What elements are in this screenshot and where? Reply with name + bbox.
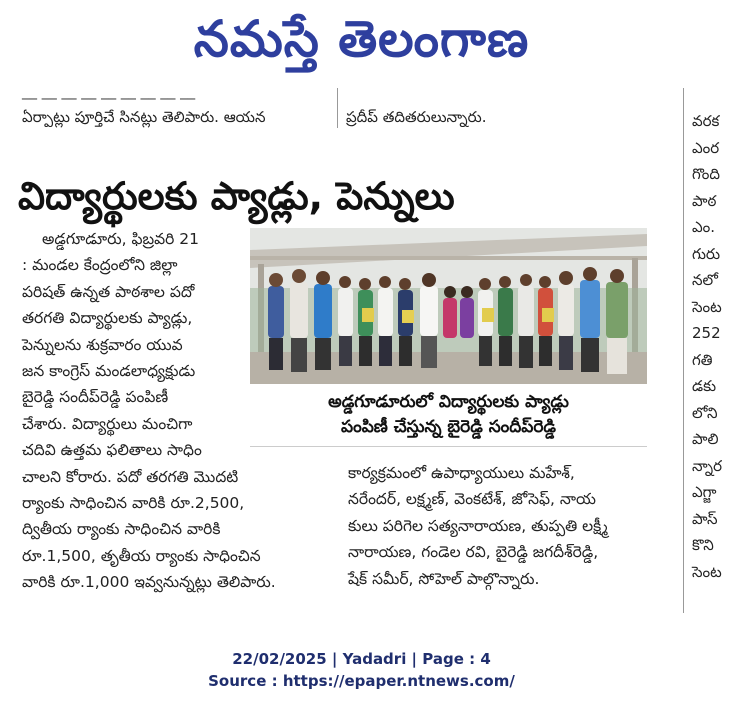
body-line: వారికి రూ.1,000 ఇవ్వనున్నట్లు తెలిపారు. xyxy=(22,573,276,592)
body-line: కులు పరిగెల సత్యనారాయణ, తుప్పతి లక్ష్మీ xyxy=(348,516,608,535)
body-line: : మండల కేంద్రంలోని జిల్లా xyxy=(22,256,178,275)
cut-text: ఎగ్జా xyxy=(692,483,717,501)
body-line: చాలని కోరారు. పదో తరగతి మొదటి xyxy=(22,467,239,486)
source-footer xyxy=(0,648,723,692)
cut-line-left: __ __ __ __ __ __ __ __ __ xyxy=(22,82,196,100)
body-line: నారాయణ, గండెల రవి, బైరెడ్డి జగదీశ్‌రెడ్డి, xyxy=(348,543,599,562)
cut-text: సెంట xyxy=(692,297,722,316)
previous-article-tail: ఏర్పాట్లు పూర్తిచే సినట్లు తెలిపారు. ఆయన xyxy=(22,108,266,126)
cut-text: ఎం. xyxy=(692,218,716,236)
cut-text: గురు xyxy=(692,244,721,263)
body-line: అడ్డగూడూరు, ఫిబ్రవరి 21 xyxy=(42,230,200,248)
body-line: తరగతి విద్యార్థులకు ప్యాడ్లు, xyxy=(22,309,193,328)
article-body-right xyxy=(348,460,648,592)
cut-text: వరక xyxy=(692,112,720,130)
cut-text: లోని xyxy=(692,403,718,422)
newspaper-clipping xyxy=(8,82,723,613)
group-photo-icon xyxy=(250,228,647,384)
body-line: చదివి ఉత్తమ ఫలితాలు సాధిం xyxy=(22,441,202,460)
body-line: పరిషత్ ఉన్నత పాఠశాల పదో xyxy=(22,282,195,301)
article-photo xyxy=(250,228,647,384)
photo-caption xyxy=(250,384,647,447)
cut-text: సెంట xyxy=(692,562,722,581)
cut-text: కొని xyxy=(692,536,714,554)
column-divider xyxy=(683,88,684,613)
cut-text: ఎంర xyxy=(692,138,720,157)
cut-text: గతి xyxy=(692,350,713,369)
caption-line: అడ్డగూడూరులో విద్యార్థులకు ప్యాడ్లు xyxy=(328,392,569,412)
cut-text: నలో xyxy=(692,271,718,289)
adjacent-article-column xyxy=(692,108,732,585)
date-edition-page: 22/02/2025 | Yadadri | Page : 4 xyxy=(232,650,491,668)
cut-text: గొంది xyxy=(692,165,721,183)
cut-text: పాస్ xyxy=(692,509,718,528)
column-divider xyxy=(337,88,338,128)
cut-text: డకు xyxy=(692,377,717,395)
body-line: ద్వితీయ ర్యాంకు సాధించిన వారికి xyxy=(22,520,221,539)
source-link[interactable]: Source : https://epaper.ntnews.com/ xyxy=(208,672,515,690)
cut-text: న్నార xyxy=(692,456,722,475)
caption-line: పంపిణీ చేస్తున్న బైరెడ్డి సందీప్‌రెడ్డి xyxy=(340,417,557,437)
body-line: పెన్నులను శుక్రవారం యువ xyxy=(22,335,183,354)
article-headline: విద్యార్థులకు ప్యాడ్లు, పెన్నులు xyxy=(18,174,455,218)
body-line: రూ.1,500, తృతీయ ర్యాంకు సాధించిన xyxy=(22,546,261,565)
body-line: జన కాంగ్రెస్ మండలాధ్యక్షుడు xyxy=(22,362,196,381)
body-line: కార్యక్రమంలో ఉపాధ్యాయులు మహేశ్, xyxy=(348,464,575,482)
body-line: ర్యాంకు సాధించిన వారికి రూ.2,500, xyxy=(22,494,245,513)
cut-text: 252 xyxy=(692,324,721,342)
cut-text: పాఠ xyxy=(692,191,717,210)
body-line: షేక్ సమీర్, సోహెల్ పాల్గొన్నారు. xyxy=(348,569,540,588)
cut-text: పాలి xyxy=(692,430,719,448)
newspaper-title: నమస్తే తెలంగాణ xyxy=(193,10,530,68)
body-line: చేశారు. విద్యార్థులు మంచిగా xyxy=(22,414,193,433)
previous-article-tail-mid: ప్రదీప్ తదితరులున్నారు. xyxy=(346,108,487,126)
body-line: నరేందర్, లక్ష్మణ్, వెంకటేశ్, జోసెఫ్, నాయ xyxy=(348,490,596,509)
body-line: బైరెడ్డి సందీప్‌రెడ్డి పంపిణీ xyxy=(22,388,169,407)
masthead xyxy=(0,0,723,80)
